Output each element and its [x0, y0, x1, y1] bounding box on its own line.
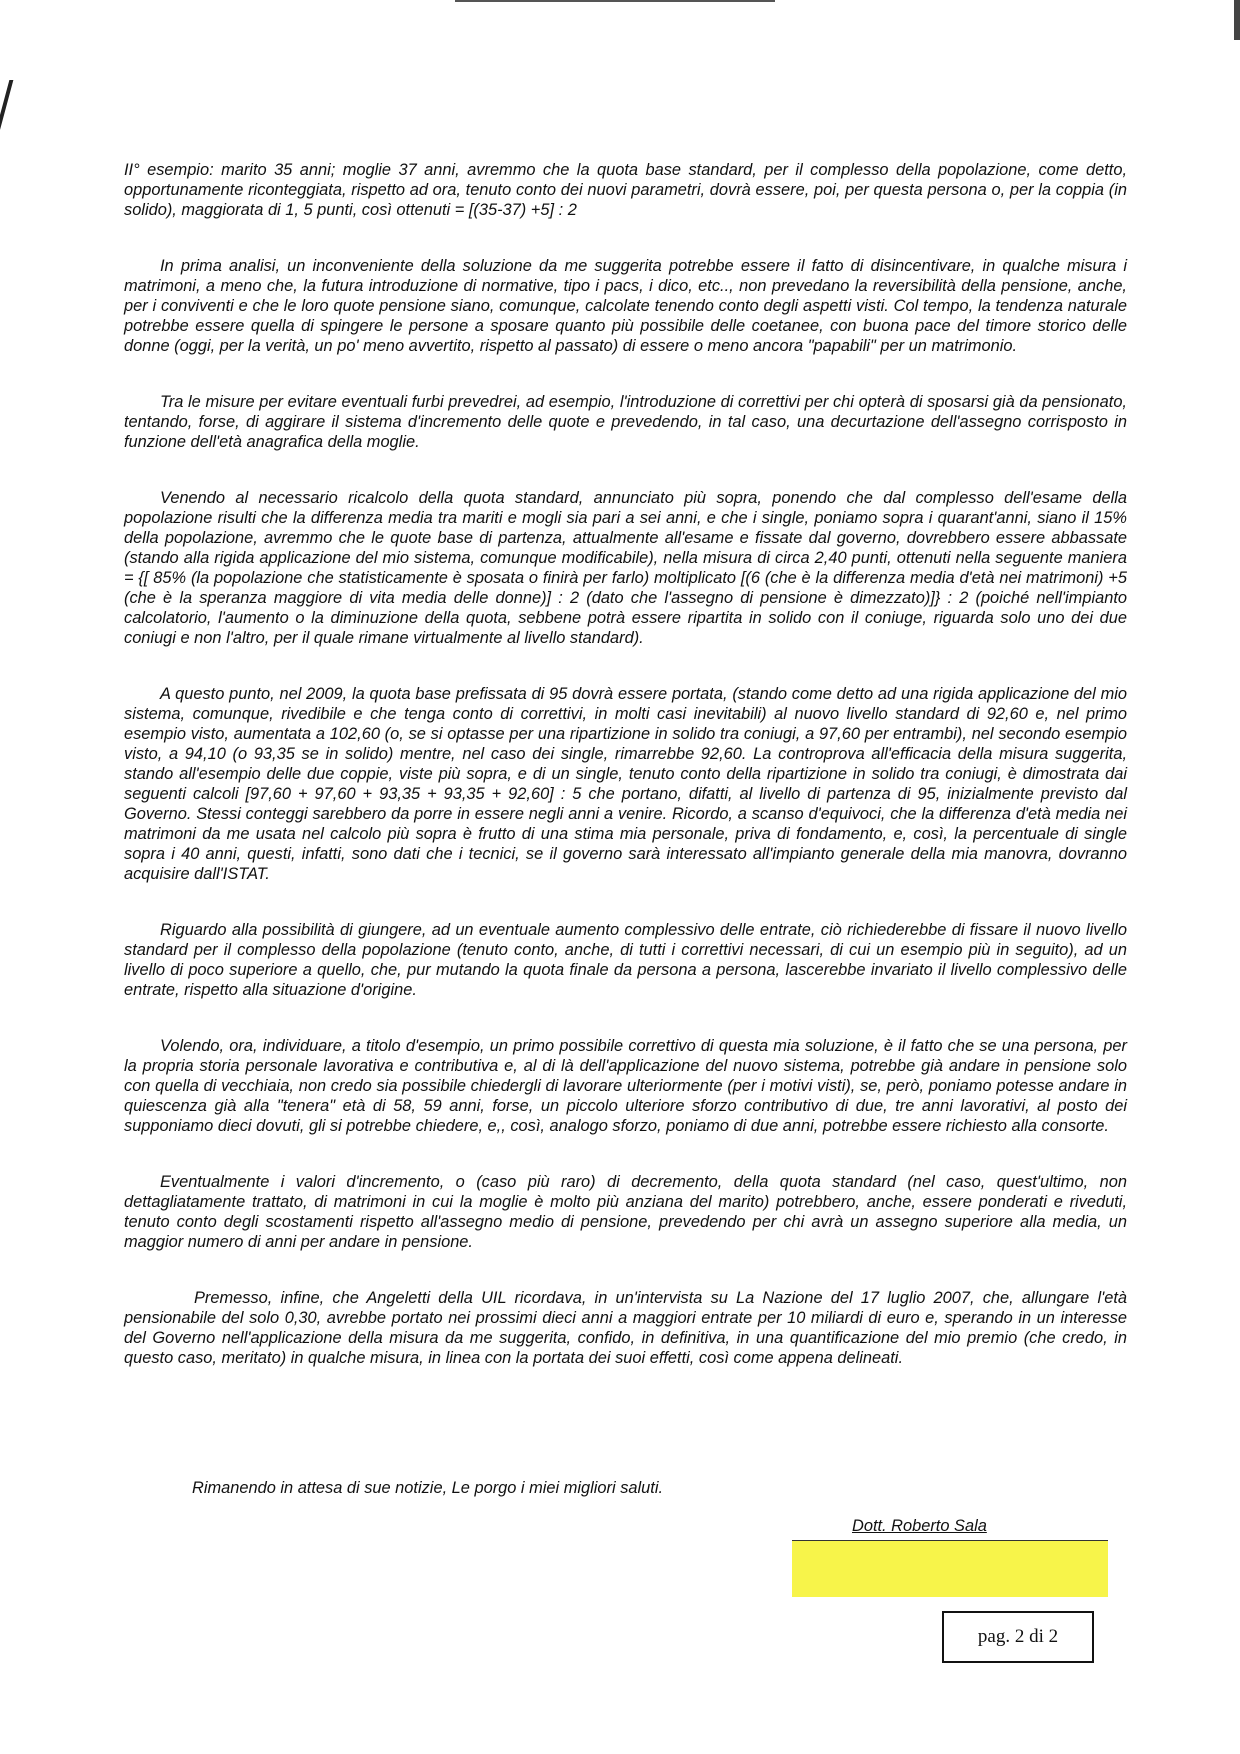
closing-salutation: Rimanendo in attesa di sue notizie, Le porgo i miei migliori saluti. — [192, 1479, 664, 1497]
paragraph-increment-values: Eventualmente i valori d'incremento, o (caso più raro) di decremento, della quota standard (nel caso, quest'ultimo, non dettagliatamente trattato, di matrimoni in cui la moglie è molto più anziana del marito) potrebbero, anche, essere ponderati e riveduti, tenuto conto degli scostamenti rispetto all'assegno medio di pensione, prevedendo per chi avrà un assegno superiore alla media, un maggior numero di anni per andare in pensione. — [124, 1173, 1127, 1251]
paragraph-measures: Tra le misure per evitare eventuali furbi prevedrei, ad esempio, l'introduzione di correttivi per chi opterà di sposarsi già da pensionato, tentando, forse, di aggirare il sistema d'incremento delle quote e prevedendo, in tal caso, una decurtazione dell'assegno corrisposto in funzione dell'età anagrafica della moglie. — [124, 393, 1127, 451]
signature-line — [792, 1540, 1108, 1541]
letter-body — [124, 160, 1127, 1404]
scan-artifact-corner — [1234, 0, 1240, 40]
paragraph-2009-quota: A questo punto, nel 2009, la quota base prefissata di 95 dovrà essere portata, (stando come detto ad una rigida applicazione del mio sistema, comunque, rivedibile e che tenga conto di correttivi, in molti casi inevitabili) al nuovo livello standard di 92,60 e, nel primo esempio visto, aumentata a 102,60 (o, se si optasse per una ripartizione in solido tra coniugi, a 97,60 per entrambi), nel secondo esempio visto, a 94,10 (o 93,35 se in solido) mentre, nel caso dei single, rimarrebbe 92,60. La controprova all'efficacia della misura suggerita, stando all'esempio delle due coppie, viste più sopra, e di un single, tenuto conto della ripartizione in solido tra coniugi, è dimostrata dai seguenti calcoli [97,60 + 97,60 + 93,35 + 93,35 + 92,60] : 5 che portano, difatti, al livello di partenza di 95, inizialmente previsto dal Governo. Stessi conteggi sarebbero da porre in essere negli anni a venire. Ricordo, a scanso d'equivoci, che la differenza d'età media nei matrimoni da me usata nel calcolo più sopra è frutto di una stima mia personale, priva di fondamento, e, così, la percentuale di single sopra i 40 anni, questi, infatti, sono dati che i tecnici, se il governo sarà interessato all'impianto generale della mia manovra, dovranno acquisire dall'ISTAT. — [124, 685, 1127, 883]
scan-artifact-line — [455, 0, 775, 2]
page-number-box: pag. 2 di 2 — [942, 1611, 1094, 1663]
paragraph-premise: Premesso, infine, che Angeletti della UIL ricordava, in un'intervista su La Nazione del 17 luglio 2007, che, allungare l'età pensionabile del solo 0,30, avrebbe portato nei prossimi dieci anni a maggiori entrate per 10 miliardi di euro e, sperando in un interesse del Governo nell'applicazione della misura da me suggerita, confido, in definitiva, in una quantificazione del mio premio (che credo, in questo caso, meritato) in qualche misura, in linea con la portata dei suoi effetti, così come appena delineati. — [124, 1289, 1127, 1367]
paragraph-revenue-increase: Riguardo alla possibilità di giungere, ad un eventuale aumento complessivo delle entrate, ciò richiederebbe di fissare il nuovo livello standard per il complesso della popolazione (tenuto conto, anche, di tutti i correttivi necessari, di cui un esempio più in seguito), ad un livello di poco superiore a quello, che, pur mutando la quota finale da persona a persona, lascerebbe invariato il livello complessivo delle entrate, rispetto alla situazione d'origine. — [124, 921, 1127, 999]
highlight-redaction — [792, 1540, 1108, 1597]
signature-name: Dott. Roberto Sala — [852, 1517, 987, 1535]
paragraph-example-two: II° esempio: marito 35 anni; moglie 37 anni, avremmo che la quota base standard, per il complesso della popolazione, come detto, opportunamente riconteggiata, rispetto ad ora, tenuto conto dei nuovi parametri, dovrà essere, poi, per questa persona o, per la coppia (in solido), maggiorata di 1, 5 punti, così ottenuti = [(35-37) +5] : 2 — [124, 161, 1127, 219]
paragraph-first-analysis: In prima analisi, un inconveniente della soluzione da me suggerita potrebbe essere il fatto di disincentivare, in qualche misura i matrimoni, a meno che, la futura introduzione di normative, tipo i pacs, i dico, etc.., non prevedano la reversibilità della pensione, anche, per i conviventi e che le loro quote pensione siano, comunque, calcolate tenendo conto degli aspetti visti. Col tempo, la tendenza naturale potrebbe essere quella di spingere le persone a sposare quanto più possibile delle coetanee, con buona pace del timore storico delle donne (oggi, per la verità, un po' meno avvertito, rispetto al passato) di essere o meno ancora "papabili" per un matrimonio. — [124, 257, 1127, 355]
scan-artifact-mark — [0, 80, 13, 150]
paragraph-recalculation: Venendo al necessario ricalcolo della quota standard, annunciato più sopra, ponendo che dal complesso dell'esame della popolazione risulti che la differenza media tra mariti e mogli sia pari a sei anni, e che i single, poniamo sopra i quarant'anni, siano il 15% della popolazione, avremmo che le quote base di partenza, attualmente all'esame e fissate dal governo, dovrebbero essere abbassate (stando alla rigida applicazione del mio sistema, comunque modificabile), nella misura di circa 2,40 punti, ottenuti nella seguente maniera = {[ 85% (la popolazione che statisticamente è sposata o finirà per farlo) moltiplicato [(6 (che è la differenza media d'età nei matrimoni) +5 (che è la speranza maggiore di vita media delle donne)] : 2 (dato che l'assegno di pensione è dimezzato)]} : 2 (poiché nell'impianto calcolatorio, l'aumento o la diminuzione della quota, sebbene potrà essere ripartita in solido con il coniuge, riguarda solo uno dei due coniugi e non l'altro, per il quale rimane virtualmente al livello standard). — [124, 489, 1127, 647]
paragraph-corrective: Volendo, ora, individuare, a titolo d'esempio, un primo possibile correttivo di questa mia soluzione, è il fatto che se una persona, per la propria storia personale lavorativa e contributiva e, al di là dell'applicazione del nuovo sistema, potrebbe già andare in pensione solo con quella di vecchiaia, non credo sia possibile chiedergli di lavorare ulteriormente (per i motivi visti), se, però, poniamo potesse andare in quiescenza già alla "tenera" età di 58, 59 anni, forse, un piccolo ulteriore sforzo contributivo di due, tre anni lavorativi, al posto dei supponiamo dieci dovuti, gli si potrebbe chiedere, e,, così, analogo sforzo, poniamo di due anni, potrebbe essere richiesto alla consorte. — [124, 1037, 1127, 1135]
